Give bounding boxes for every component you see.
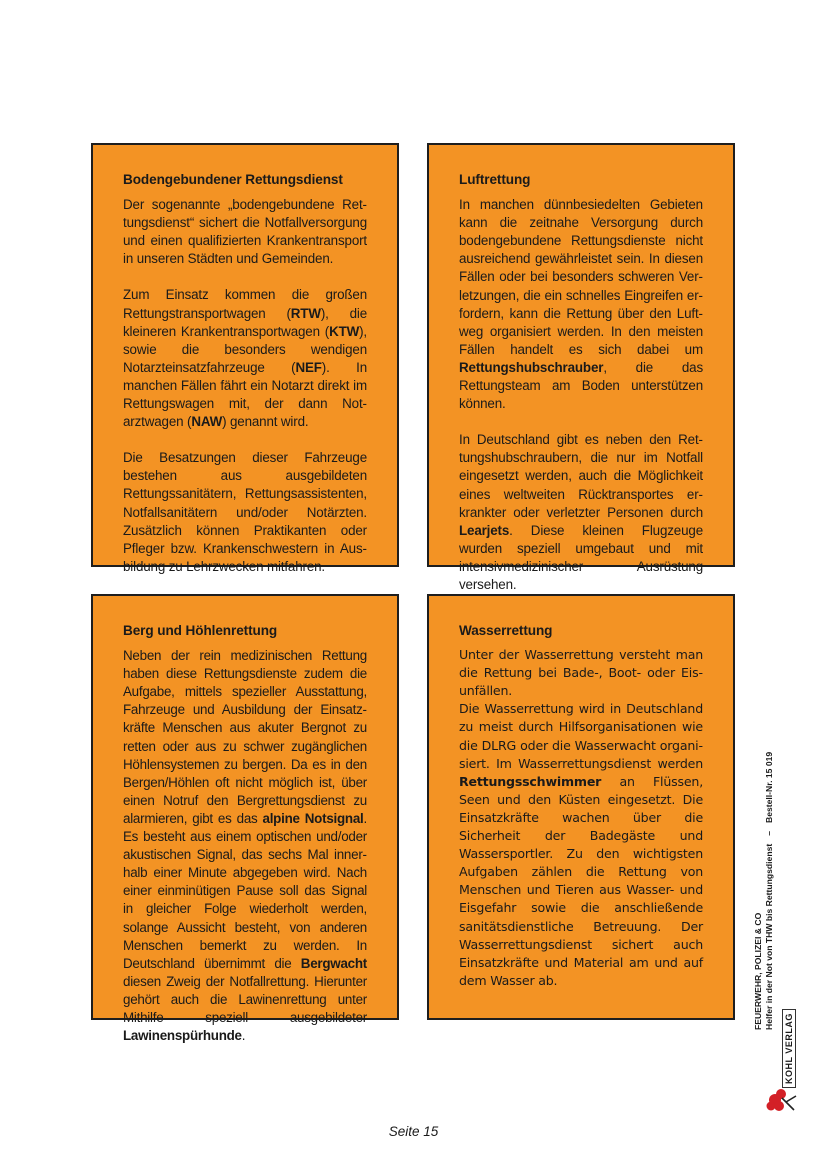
card-luftrettung (427, 143, 735, 592)
card-paragraph: In manchen dünnbesiedelten Gebieten kann die zeitnahe Versorgung durch bodengebundene Rettungsdienste nicht ausreichend gewährleistet sein. In diesen Fällen oder bei besonders schweren Verletzungen, die ein schnelles Eingreifen erfordern, kann die Rettung über den Luftweg organisiert werden. In den meisten Fällen handelt es sich dabei um Rettungshubschrauber, die das Rettungsteam am Boden unterstützen können. (459, 197, 703, 412)
card-paragraph: Die Besatzungen dieser Fahrzeuge bestehen aus ausgebildeten Rettungssanitätern, Rettungsassistenten, Notfallsanitätern und/oder Notärzten. Zusätzlich können Praktikanten oder Pfleger bzw. Krankenschwestern in Ausbildung zu Lehrzwecken mitfahren. (123, 450, 367, 574)
card-paragraph: Neben der rein medizinischen Rettung haben diese Rettungsdienste zudem die Aufgabe, mittels spezieller Ausstattung, Fahrzeuge und Ausbildung der Einsatzkräfte Menschen aus akuter Bergnot zu retten oder aus zu schwer zugänglichen Höhlensystemen zu bergen. Da es in den Bergen/Höhlen oft nicht möglich ist, über einen Notruf den Bergrettungsdienst zu alarmieren, gibt es das alpine Notsignal. Es besteht aus einem optischen und/oder akustischen Signal, das sechs Mal innerhalb einer Minute abgegeben wird. Nach einer einminütigen Pause soll das Signal in gleicher Folge wiederholt werden, solange Aussicht besteht, von anderen Menschen bemerkt zu werden. In Deutschland übernimmt die Bergwacht diesen Zweig der Notfallrettung. Hierunter gehört auch die Lawinenrettung unter Mithilfe speziell ausgebildeter Lawinenspürhunde. (123, 648, 367, 1044)
card-bodengebundener-rettungsdienst (91, 143, 399, 574)
card-paragraph: Der sogenannte „bodengebundene Rettungsdienst“ sichert die Notfallversorgung und einen qualifizierten Krankentransport in unseren Städten und Gemeinden. (123, 197, 367, 267)
card-title: Berg und Höhlenrettung (123, 623, 278, 638)
card-title: Luftrettung (459, 172, 531, 187)
order-number: Bestell-Nr. 15 019 (764, 751, 774, 823)
imprint-series-title: FEUERWEHR, POLIZEI & CO (753, 912, 763, 1030)
card-paragraph: Die Wasserrettung wird in Deutschland zu meist durch Hilfsorganisationen wie die DLRG oder die Wasserwacht organisiert. Im Wasserrettungsdienst werden Rettungsschwimmer an Flüssen, Seen und den Küsten eingesetzt. Die Einsatzkräfte wachen über die Sicherheit der Badegäste und Wassersportler. Zu den wichtigsten Aufgaben zählen die Rettung von Menschen und Tieren aus Wasser- und Eisgefahr sowie die anschließende sanitätsdienstliche Betreuung. Der Wasserrettungsdienst sichert auch Einsatzkräfte und Material am und auf dem Wasser ab. (459, 701, 703, 988)
card-paragraph: Unter der Wasserrettung versteht man die Rettung bei Bade-, Boot- oder Eisunfällen. (459, 647, 703, 699)
card-berg-und-hoehlenrettung (91, 594, 399, 1044)
card-paragraph: Zum Einsatz kommen die großen Rettungstransportwagen (RTW), die kleineren Krankentransportwagen (KTW), sowie die besonders wendigen Notarzteinsatzfahrzeuge (NEF). In manchen Fällen fährt ein Notarzt direkt im Rettungswagen mit, der dann Notarztwagen (NAW) genannt wird. (123, 287, 367, 430)
page-number: Seite 15 (388, 1124, 439, 1139)
publisher-logo-text: KOHL VERLAG (782, 1009, 796, 1088)
side-imprint (753, 752, 775, 1030)
card-title: Wasserrettung (459, 623, 553, 638)
card-title: Bodengebundener Rettungsdienst (123, 172, 343, 187)
card-wasserrettung (427, 594, 735, 1020)
imprint-subtitle-line: Helfer in der Not von THW bis Rettungsdienst–Bestell-Nr. 15 019 (764, 751, 774, 1030)
card-paragraph: In Deutschland gibt es neben den Rettungshubschraubern, die nur im Notfall eingesetzt werden, auch die Möglichkeit eines weltweiten Rücktransportes erkrankter oder verletzter Personen durch Learjets. Diese kleinen Flugzeuge wurden speziell umgebaut und mit intensivmedizinischer Ausrüstung versehen. (459, 432, 703, 592)
